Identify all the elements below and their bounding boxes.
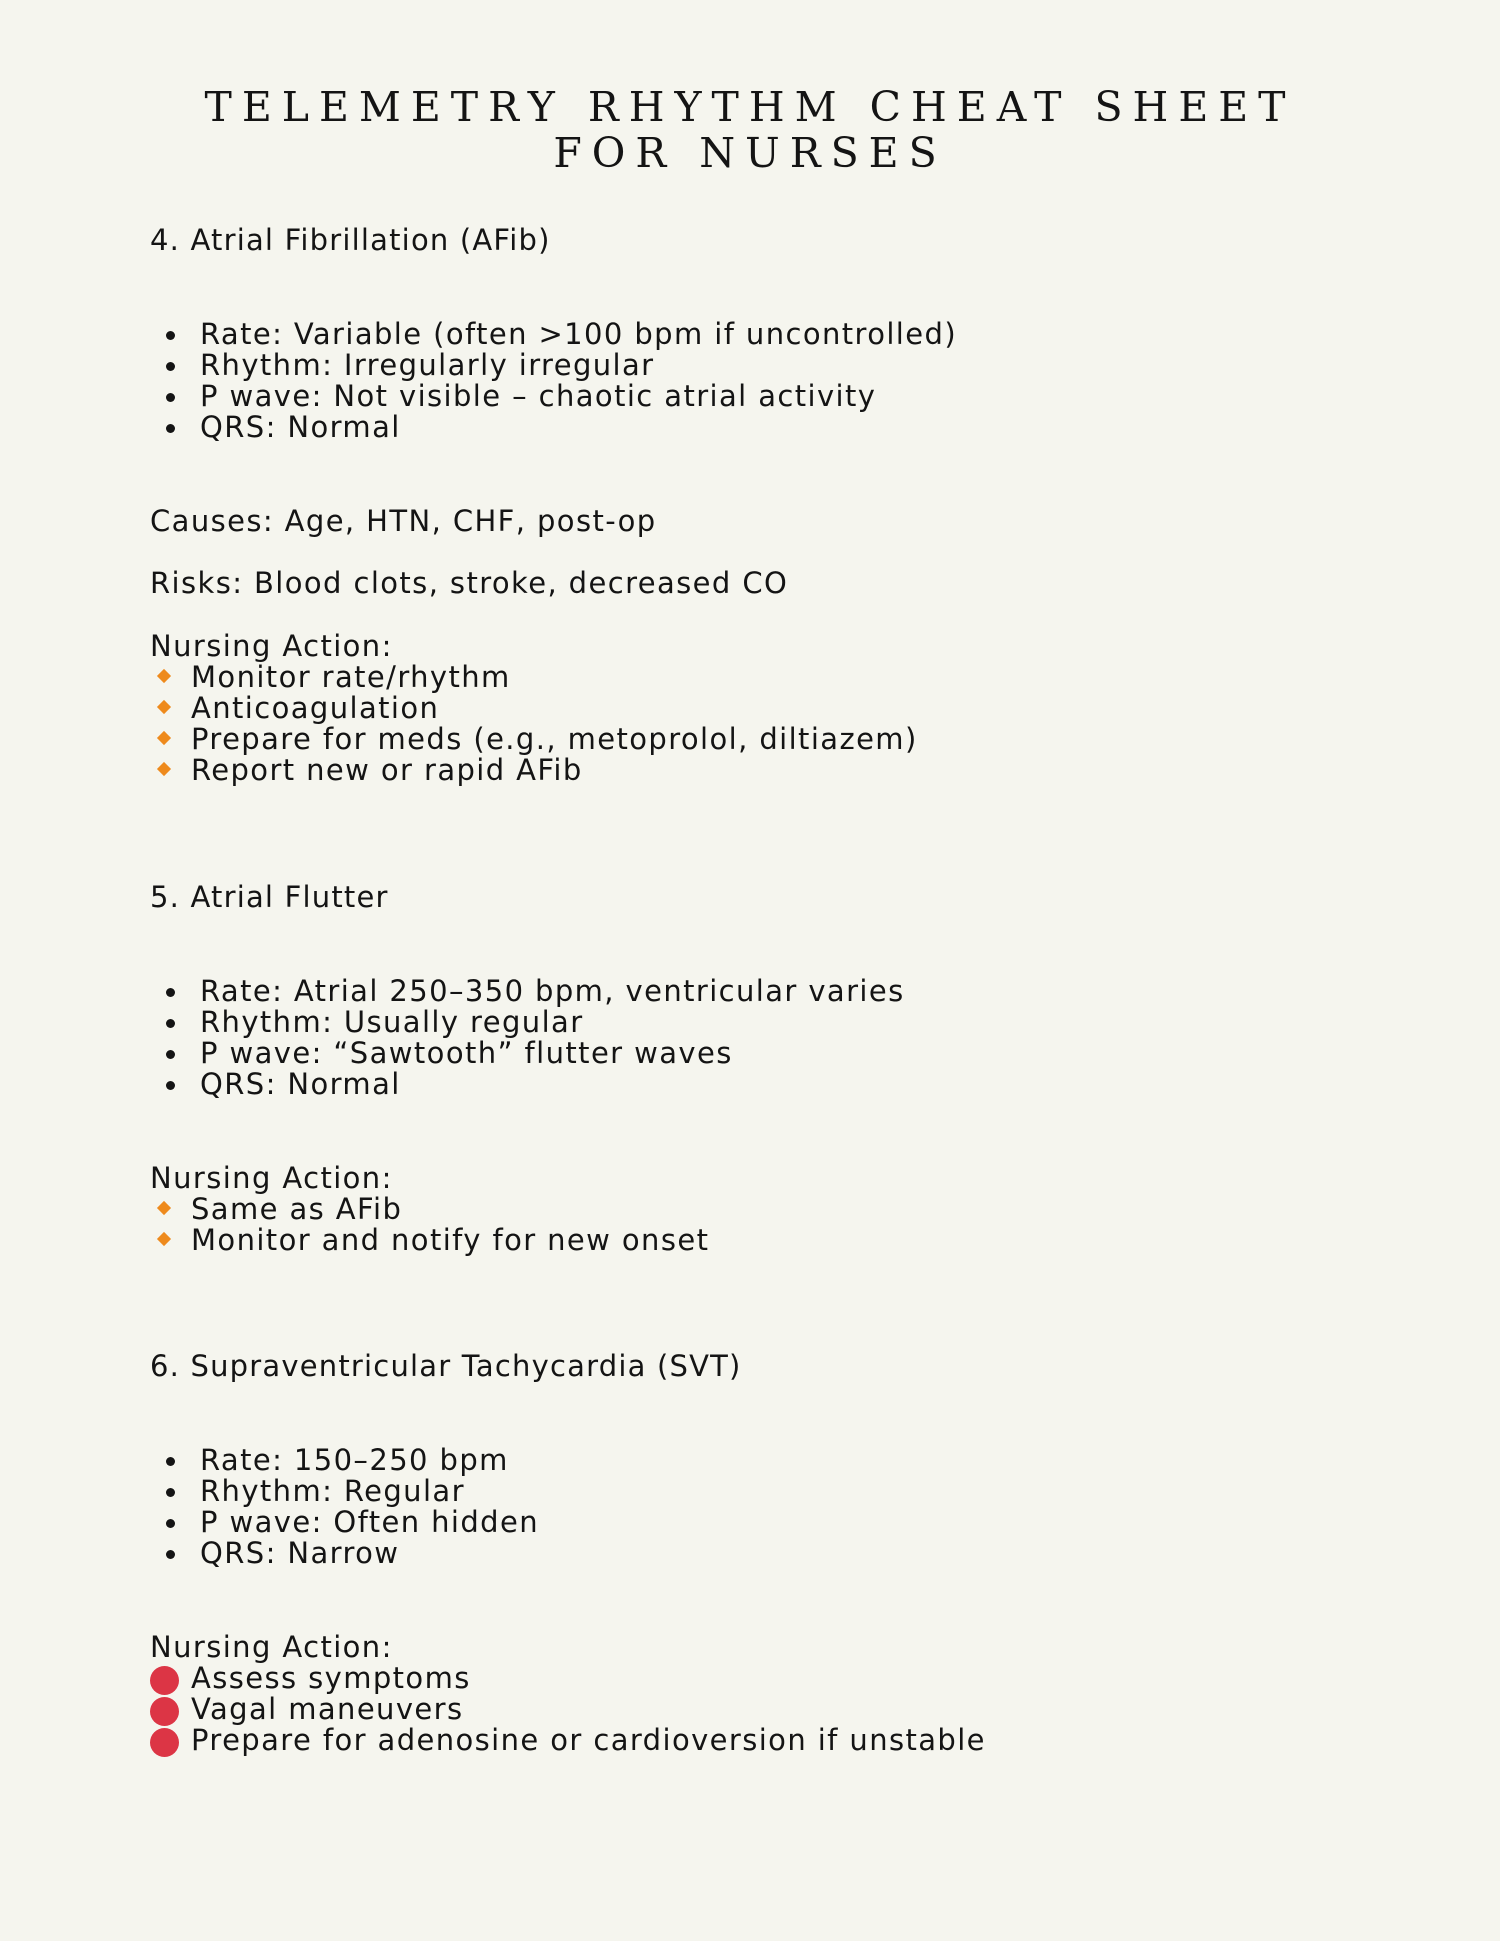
bullet-dot-icon (166, 1457, 175, 1466)
nursing-action-label: Nursing Action: (150, 629, 393, 663)
bullet-dot-icon (166, 1488, 175, 1497)
list-item: Monitor rate/rhythm (150, 662, 1350, 693)
list-item: Rhythm: Regular (150, 1476, 1350, 1507)
action-list (150, 1194, 1350, 1256)
list-item: Prepare for meds (e.g., metoprolol, diltiazem) (150, 724, 1350, 755)
list-item: Assess symptoms (150, 1663, 1350, 1694)
list-item: Rhythm: Irregularly irregular (150, 350, 1350, 381)
section-heading: 5. Atrial Flutter (150, 880, 389, 914)
page-title: TELEMETRY RHYTHM CHEAT SHEET FOR NURSES (204, 83, 1296, 177)
nursing-action-label: Nursing Action: (150, 1630, 393, 1664)
list-item: Monitor and notify for new onset (150, 1225, 1350, 1256)
list-item: QRS: Normal (150, 412, 1350, 443)
fact-list (150, 1445, 1350, 1569)
action-list (150, 662, 1350, 786)
bullet-dot-icon (166, 1550, 175, 1559)
fact-list (150, 976, 1350, 1100)
section-atrial-flutter (150, 882, 1350, 1256)
bullet-dot-icon (166, 988, 175, 997)
action-list (150, 1663, 1350, 1756)
list-item: P wave: “Sawtooth” flutter waves (150, 1038, 1350, 1069)
red-circle-icon (150, 1697, 179, 1726)
section-heading: 4. Atrial Fibrillation (AFib) (150, 223, 551, 257)
list-item: P wave: Often hidden (150, 1507, 1350, 1538)
causes-text: Causes: Age, HTN, CHF, post-op (150, 504, 657, 538)
list-item: Anticoagulation (150, 693, 1350, 724)
orange-diamond-icon (157, 762, 171, 776)
nursing-action-label: Nursing Action: (150, 1161, 393, 1195)
bullet-dot-icon (166, 1019, 175, 1028)
section-heading: 6. Supraventricular Tachycardia (SVT) (150, 1349, 742, 1383)
orange-diamond-icon (157, 1232, 171, 1246)
orange-diamond-icon (157, 1201, 171, 1215)
bullet-dot-icon (166, 1050, 175, 1059)
list-item: P wave: Not visible – chaotic atrial activity (150, 381, 1350, 412)
list-item: QRS: Normal (150, 1069, 1350, 1100)
list-item: Rhythm: Usually regular (150, 1007, 1350, 1038)
list-item: Rate: 150–250 bpm (150, 1445, 1350, 1476)
bullet-dot-icon (166, 1519, 175, 1528)
bullet-dot-icon (166, 424, 175, 433)
bullet-dot-icon (166, 1081, 175, 1090)
list-item: Report new or rapid AFib (150, 755, 1350, 786)
orange-diamond-icon (157, 700, 171, 714)
list-item: QRS: Narrow (150, 1538, 1350, 1569)
list-item: Same as AFib (150, 1194, 1350, 1225)
bullet-dot-icon (166, 362, 175, 371)
orange-diamond-icon (157, 669, 171, 683)
red-circle-icon (150, 1728, 179, 1757)
bullet-dot-icon (166, 393, 175, 402)
list-item: Rate: Variable (often >100 bpm if uncontrolled) (150, 319, 1350, 350)
fact-list (150, 319, 1350, 443)
section-afib (150, 225, 1350, 786)
orange-diamond-icon (157, 731, 171, 745)
list-item: Prepare for adenosine or cardioversion if unstable (150, 1725, 1350, 1756)
risks-text: Risks: Blood clots, stroke, decreased CO (150, 566, 789, 600)
list-item: Rate: Atrial 250–350 bpm, ventricular varies (150, 976, 1350, 1007)
red-circle-icon (150, 1666, 179, 1695)
list-item: Vagal maneuvers (150, 1694, 1350, 1725)
bullet-dot-icon (166, 331, 175, 340)
section-svt (150, 1351, 1350, 1756)
